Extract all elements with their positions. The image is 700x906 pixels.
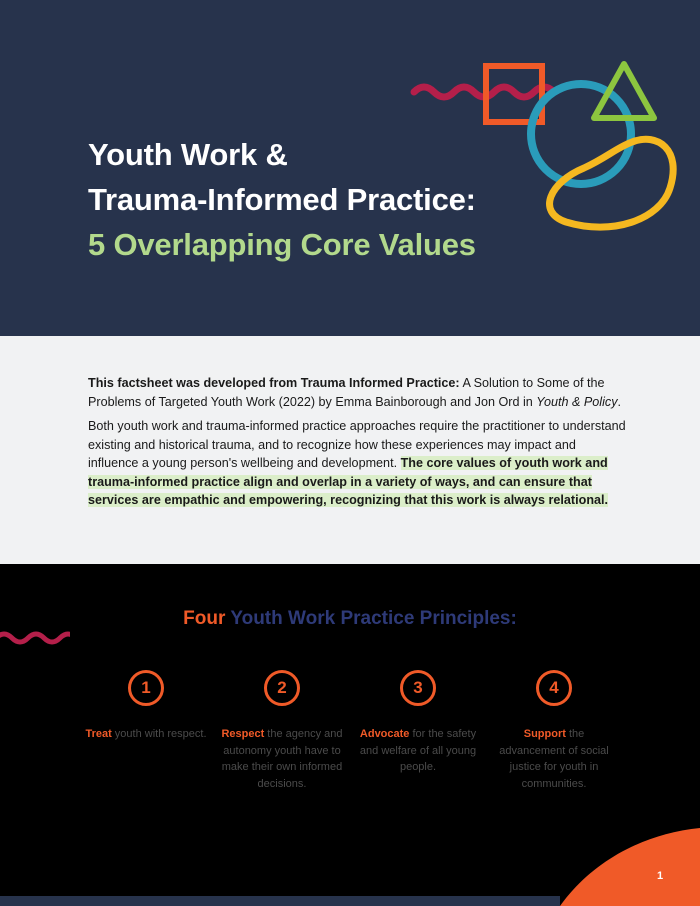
footer-bar [0, 896, 560, 906]
principle-item-2 [217, 670, 347, 792]
intro-paragraph-1 [88, 374, 628, 411]
crimson-wave-decoration [0, 628, 70, 648]
principle-text: the agency and autonomy youth have to make their own informed decisions. [221, 728, 343, 790]
principle-keyword: Respect [221, 728, 265, 740]
title-line-2: Trauma-Informed Practice: [88, 182, 476, 217]
orange-corner-shape [560, 824, 700, 906]
principle-number-badge: 3 [400, 670, 436, 706]
principles-title-text: Youth Work Practice Principles: [225, 608, 517, 629]
header-banner [0, 0, 700, 336]
principle-description [489, 726, 619, 792]
intro-source-lead: This factsheet was developed from Trauma Informed Practice: [88, 376, 460, 390]
principle-item-3 [353, 670, 483, 776]
principle-item-4 [489, 670, 619, 792]
principles-list [0, 670, 700, 800]
intro-body-text: Both youth work and trauma-informed practice approaches require the practitioner to understand existing and historical trauma, and to recognize how these experiences may impact and influence a young person's wellbeing and development. [88, 419, 626, 470]
principle-text: for the safety and welfare of all young people. [359, 728, 477, 773]
title-line-3: 5 Overlapping Core Values [88, 227, 476, 262]
principle-keyword: Advocate [359, 728, 410, 740]
principle-keyword: Support [523, 728, 566, 740]
title-line-1: Youth Work & [88, 137, 288, 172]
principle-text: youth with respect. [111, 728, 207, 740]
intro-journal-name: Youth & Policy [536, 394, 618, 409]
principle-description [353, 726, 483, 776]
principle-description [81, 726, 211, 743]
principle-number-badge: 2 [264, 670, 300, 706]
principle-item-1 [81, 670, 211, 743]
intro-text [88, 374, 628, 516]
intro-source-end: . [617, 394, 621, 409]
intro-source-rest: A Solution to Some of the Problems of Targeted Youth Work (2022) by Emma Bainborough and Jon Ord in [88, 376, 605, 409]
intro-highlighted-text: The core values of youth work and trauma-informed practice align and overlap in a variety of ways, and can ensure that services are empathic and empowering, recognizing that this work is always relational. [88, 456, 609, 507]
intro-paragraph-2 [88, 417, 628, 510]
page-number: 1 [656, 870, 664, 882]
principle-number-badge: 1 [128, 670, 164, 706]
principle-description [217, 726, 347, 792]
principles-title [0, 608, 700, 630]
principle-text: the advancement of social justice for youth in communities. [499, 728, 609, 790]
principle-number-badge: 4 [536, 670, 572, 706]
principle-keyword: Treat [85, 728, 112, 740]
principles-section [0, 564, 700, 906]
intro-section [0, 336, 700, 564]
page-title [88, 132, 476, 267]
principles-title-count: Four [183, 608, 226, 629]
